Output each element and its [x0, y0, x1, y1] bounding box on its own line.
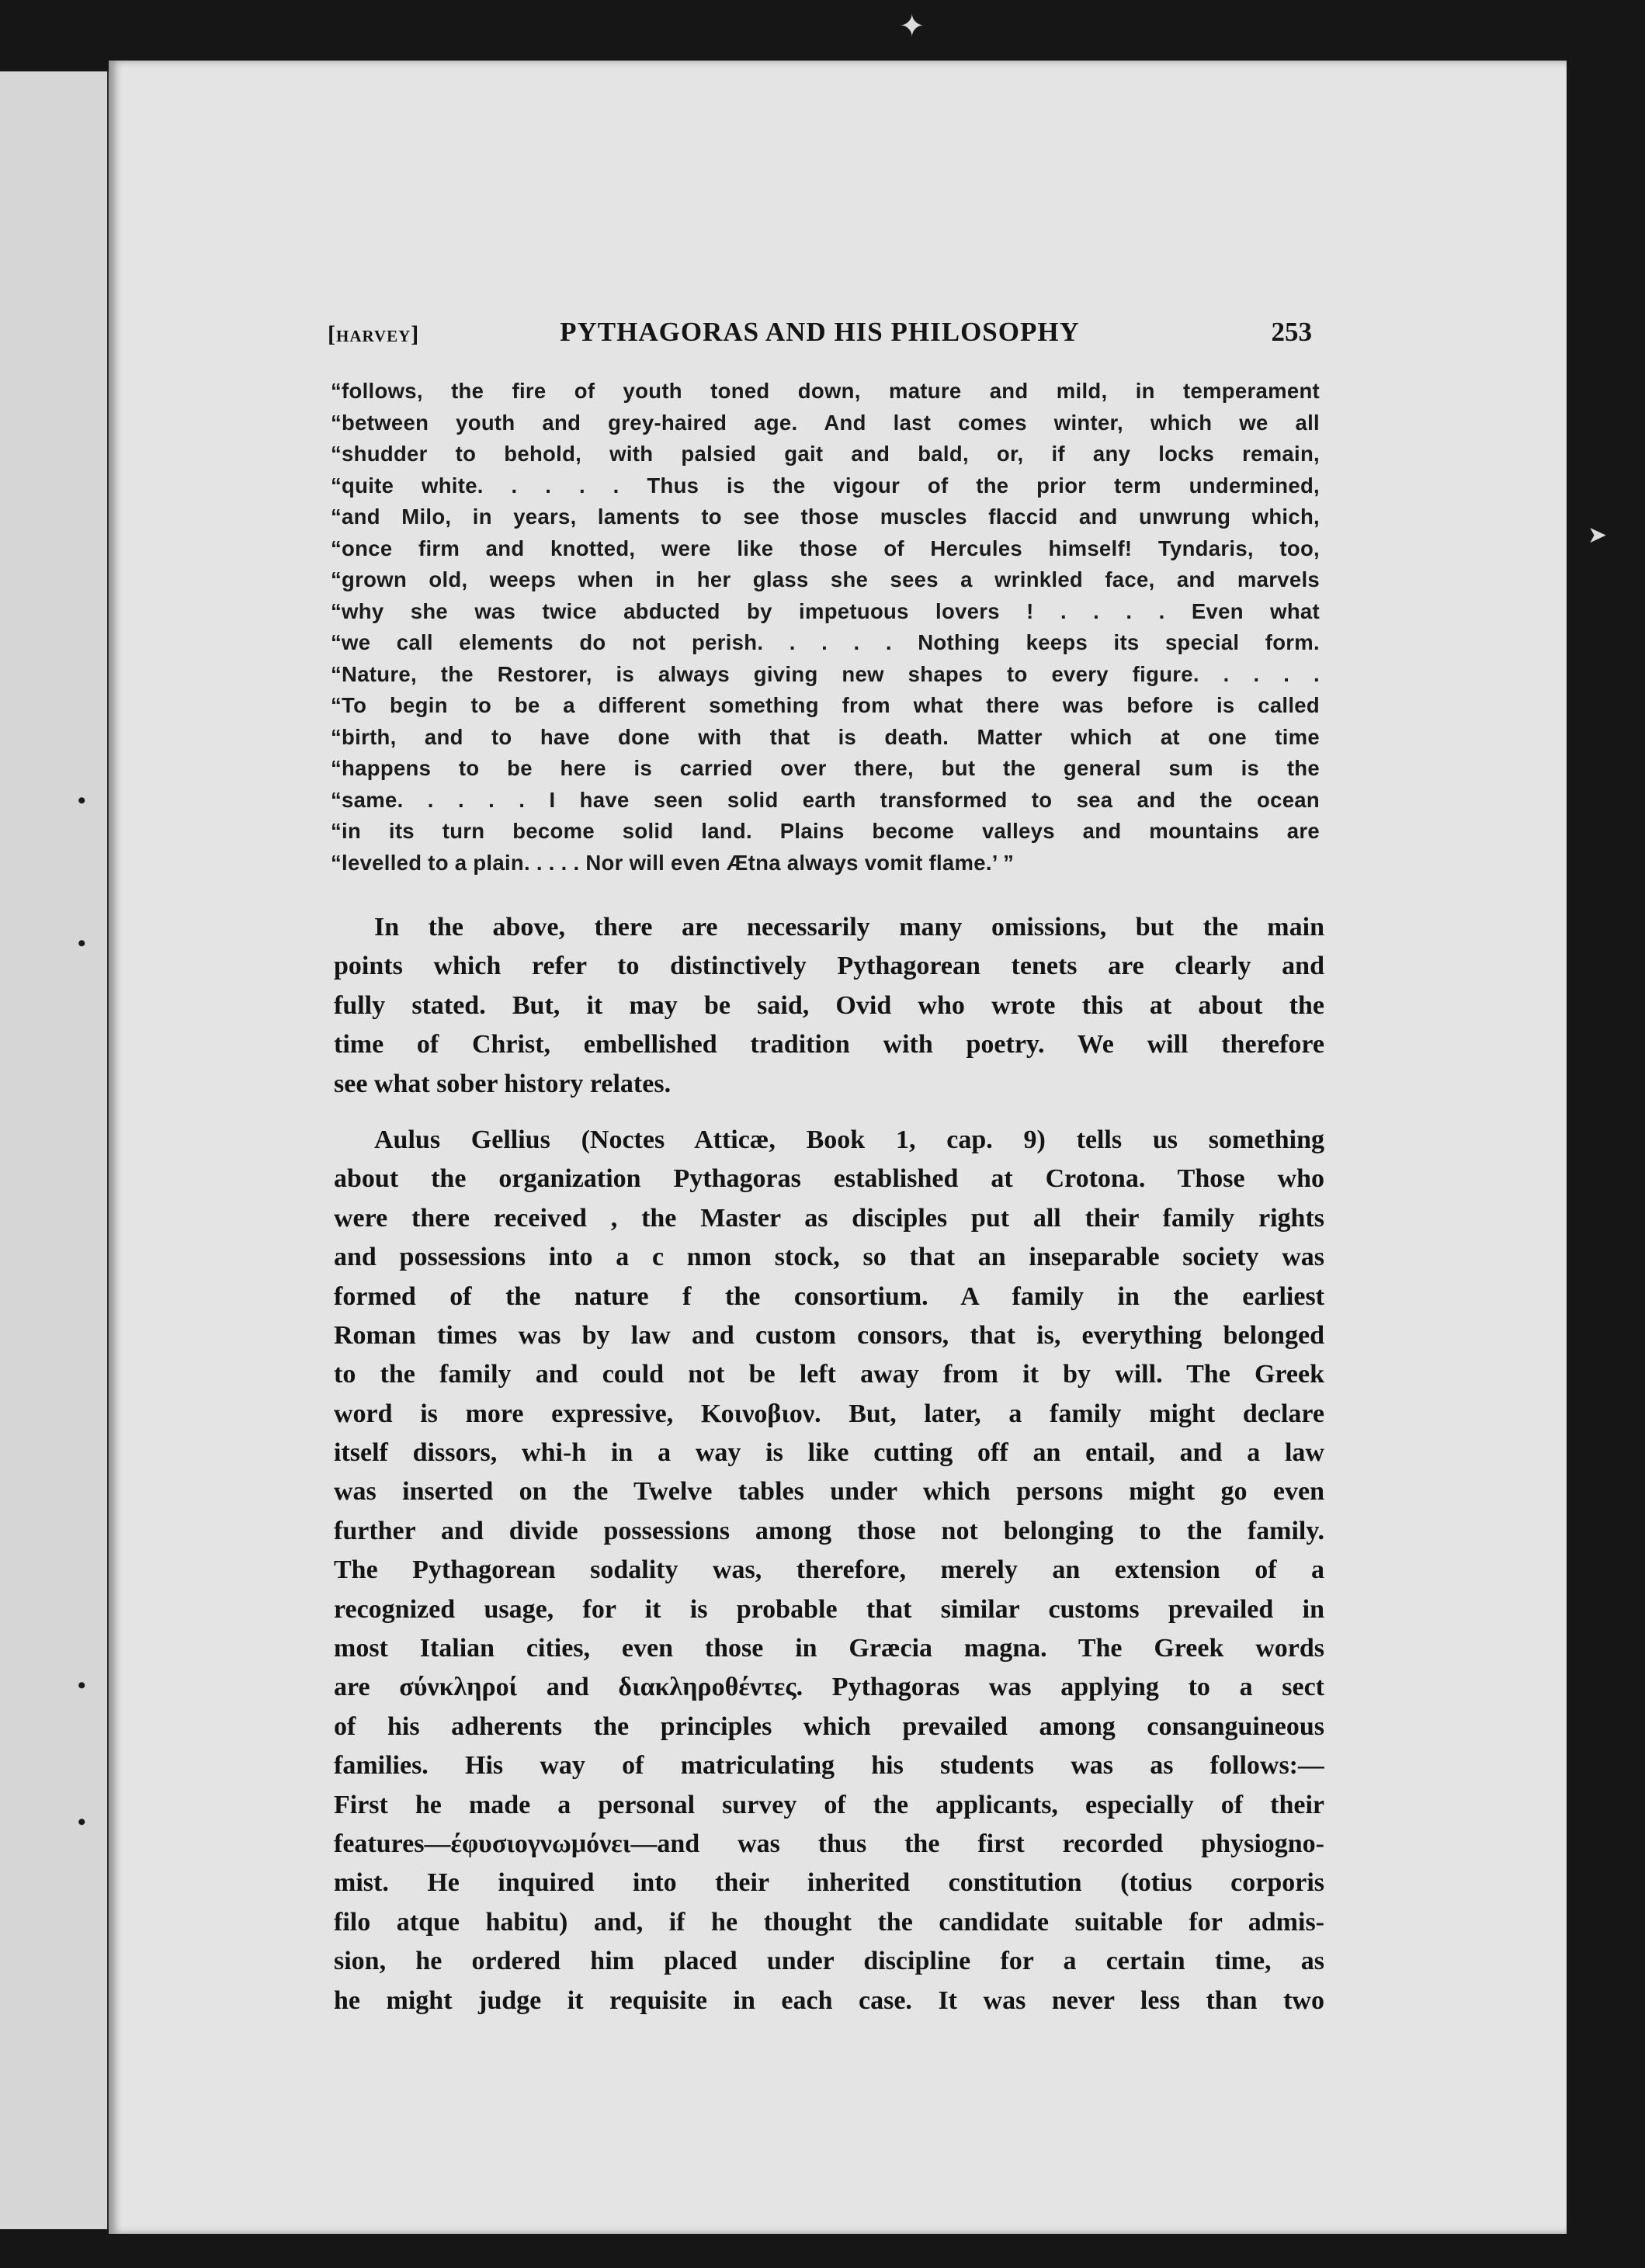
text-line: recognized usage, for it is probable that similar customs prevailed in [334, 1594, 1324, 1624]
paragraph-aulus-gellius [334, 1121, 1324, 2020]
quote-line: “same. . . . . I have seen solid earth transformed to sea and the ocean [331, 787, 1320, 812]
text-line: see what sober history relates. [334, 1069, 672, 1098]
quote-line: “levelled to a plain. . . . . Nor will even Ætna always vomit flame.’ ” [331, 850, 1015, 875]
quote-line: “birth, and to have done with that is death. Matter which at one time [331, 724, 1320, 749]
gutter-binding-mark: • [78, 788, 86, 813]
quote-line: “quite white. . . . . Thus is the vigour of the prior term undermined, [331, 473, 1320, 498]
text-line: about the organization Pythagoras established at Crotona. Those who [334, 1164, 1324, 1194]
quote-line: “happens to be here is carried over there, but the general sum is the [331, 756, 1320, 780]
gutter-binding-mark: • [78, 931, 86, 956]
text-line: most Italian cities, even those in Græcia magna. The Greek words [334, 1634, 1324, 1663]
quote-line: “and Milo, in years, laments to see those muscles flaccid and unwrung which, [331, 505, 1320, 529]
text-line: are σύνκληροί and διακληροθέντες. Pythagoras was applying to a sect [334, 1673, 1324, 1702]
quote-line: “grown old, weeps when in her glass she sees a wrinkled face, and marvels [331, 567, 1320, 591]
body-text [334, 908, 1324, 2020]
paragraph-ovid-omissions [334, 908, 1324, 1104]
scan-artifact-mark: ✦ [899, 9, 925, 43]
text-line: filo atque habitu) and, if he thought the candidate suitable for admis- [334, 1907, 1324, 1937]
text-line: fully stated. But, it may be said, Ovid who wrote this at about the [334, 990, 1324, 1020]
text-line: Roman times was by law and custom consors, that is, everything belonged [334, 1320, 1324, 1350]
running-header [328, 317, 1312, 355]
gutter-binding-mark: • [78, 1809, 86, 1835]
text-line: families. His way of matriculating his students was as follows:— [334, 1751, 1324, 1781]
facing-page-edge [0, 71, 112, 2229]
text-line: were there received , the Master as disciples put all their family rights [334, 1203, 1324, 1233]
scan-artifact-mark: ➤ [1588, 522, 1608, 548]
text-line: itself dissors, whi-h in a way is like cutting off an entail, and a law [334, 1438, 1324, 1468]
quote-line: “why she was twice abducted by impetuous lovers ! . . . . Even what [331, 598, 1320, 623]
text-line: Aulus Gellius (Noctes Atticæ, Book 1, cap. 9) tells us something [374, 1125, 1324, 1154]
text-line: of his adherents the principles which prevailed among consanguineous [334, 1711, 1324, 1741]
quote-line: “follows, the fire of youth toned down, mature and mild, in temperament [331, 379, 1320, 403]
quote-line: “we call elements do not perish. . . . . Nothing keeps its special form. [331, 630, 1320, 654]
text-line: and possessions into a c nmon stock, so that an inseparable society was [334, 1243, 1324, 1272]
quote-line: “Nature, the Restorer, is always giving new shapes to every figure. . . . . [331, 661, 1320, 686]
running-header-author: [harvey] [328, 321, 420, 347]
page-number: 253 [1271, 317, 1312, 347]
text-line: sion, he ordered him placed under discipline for a certain time, as [334, 1947, 1324, 1976]
text-line: mist. He inquired into their inherited constitution (totius corporis [334, 1868, 1324, 1898]
text-line: First he made a personal survey of the applicants, especially of their [334, 1790, 1324, 1819]
text-line: further and divide possessions among those not belonging to the family. [334, 1516, 1324, 1545]
text-line: features—έφυσιογνωμόνει—and was thus the first recorded physiogno- [334, 1829, 1324, 1858]
gutter-binding-mark: • [78, 1673, 86, 1698]
quote-line: “in its turn become solid land. Plains become valleys and mountains are [331, 819, 1320, 843]
text-line: points which refer to distinctively Pythagorean tenets are clearly and [334, 952, 1324, 981]
text-line: word is more expressive, Κοινοβιον. But, later, a family might declare [334, 1399, 1324, 1428]
text-line: In the above, there are necessarily many omissions, but the main [374, 913, 1324, 942]
text-line: he might judge it requisite in each case. It was never less than two [334, 1985, 1324, 2015]
text-line: The Pythagorean sodality was, therefore, merely an extension of a [334, 1555, 1324, 1585]
text-line: time of Christ, embellished tradition with poetry. We will therefore [334, 1030, 1324, 1059]
quote-line: “between youth and grey-haired age. And last comes winter, which we all [331, 410, 1320, 435]
quote-line: “once firm and knotted, were like those of Hercules himself! Tyndaris, too, [331, 536, 1320, 560]
text-line: was inserted on the Twelve tables under which persons might go even [334, 1477, 1324, 1507]
quote-line: “shudder to behold, with palsied gait and bald, or, if any locks remain, [331, 442, 1320, 466]
running-header-title: PYTHAGORAS AND HIS PHILOSOPHY [560, 317, 1080, 347]
quote-line: “To begin to be a different something from what there was before is called [331, 693, 1320, 717]
text-line: formed of the nature f the consortium. A family in the earliest [334, 1281, 1324, 1311]
text-line: to the family and could not be left away from it by will. The Greek [334, 1360, 1324, 1389]
ovid-quotation-block [331, 376, 1320, 879]
